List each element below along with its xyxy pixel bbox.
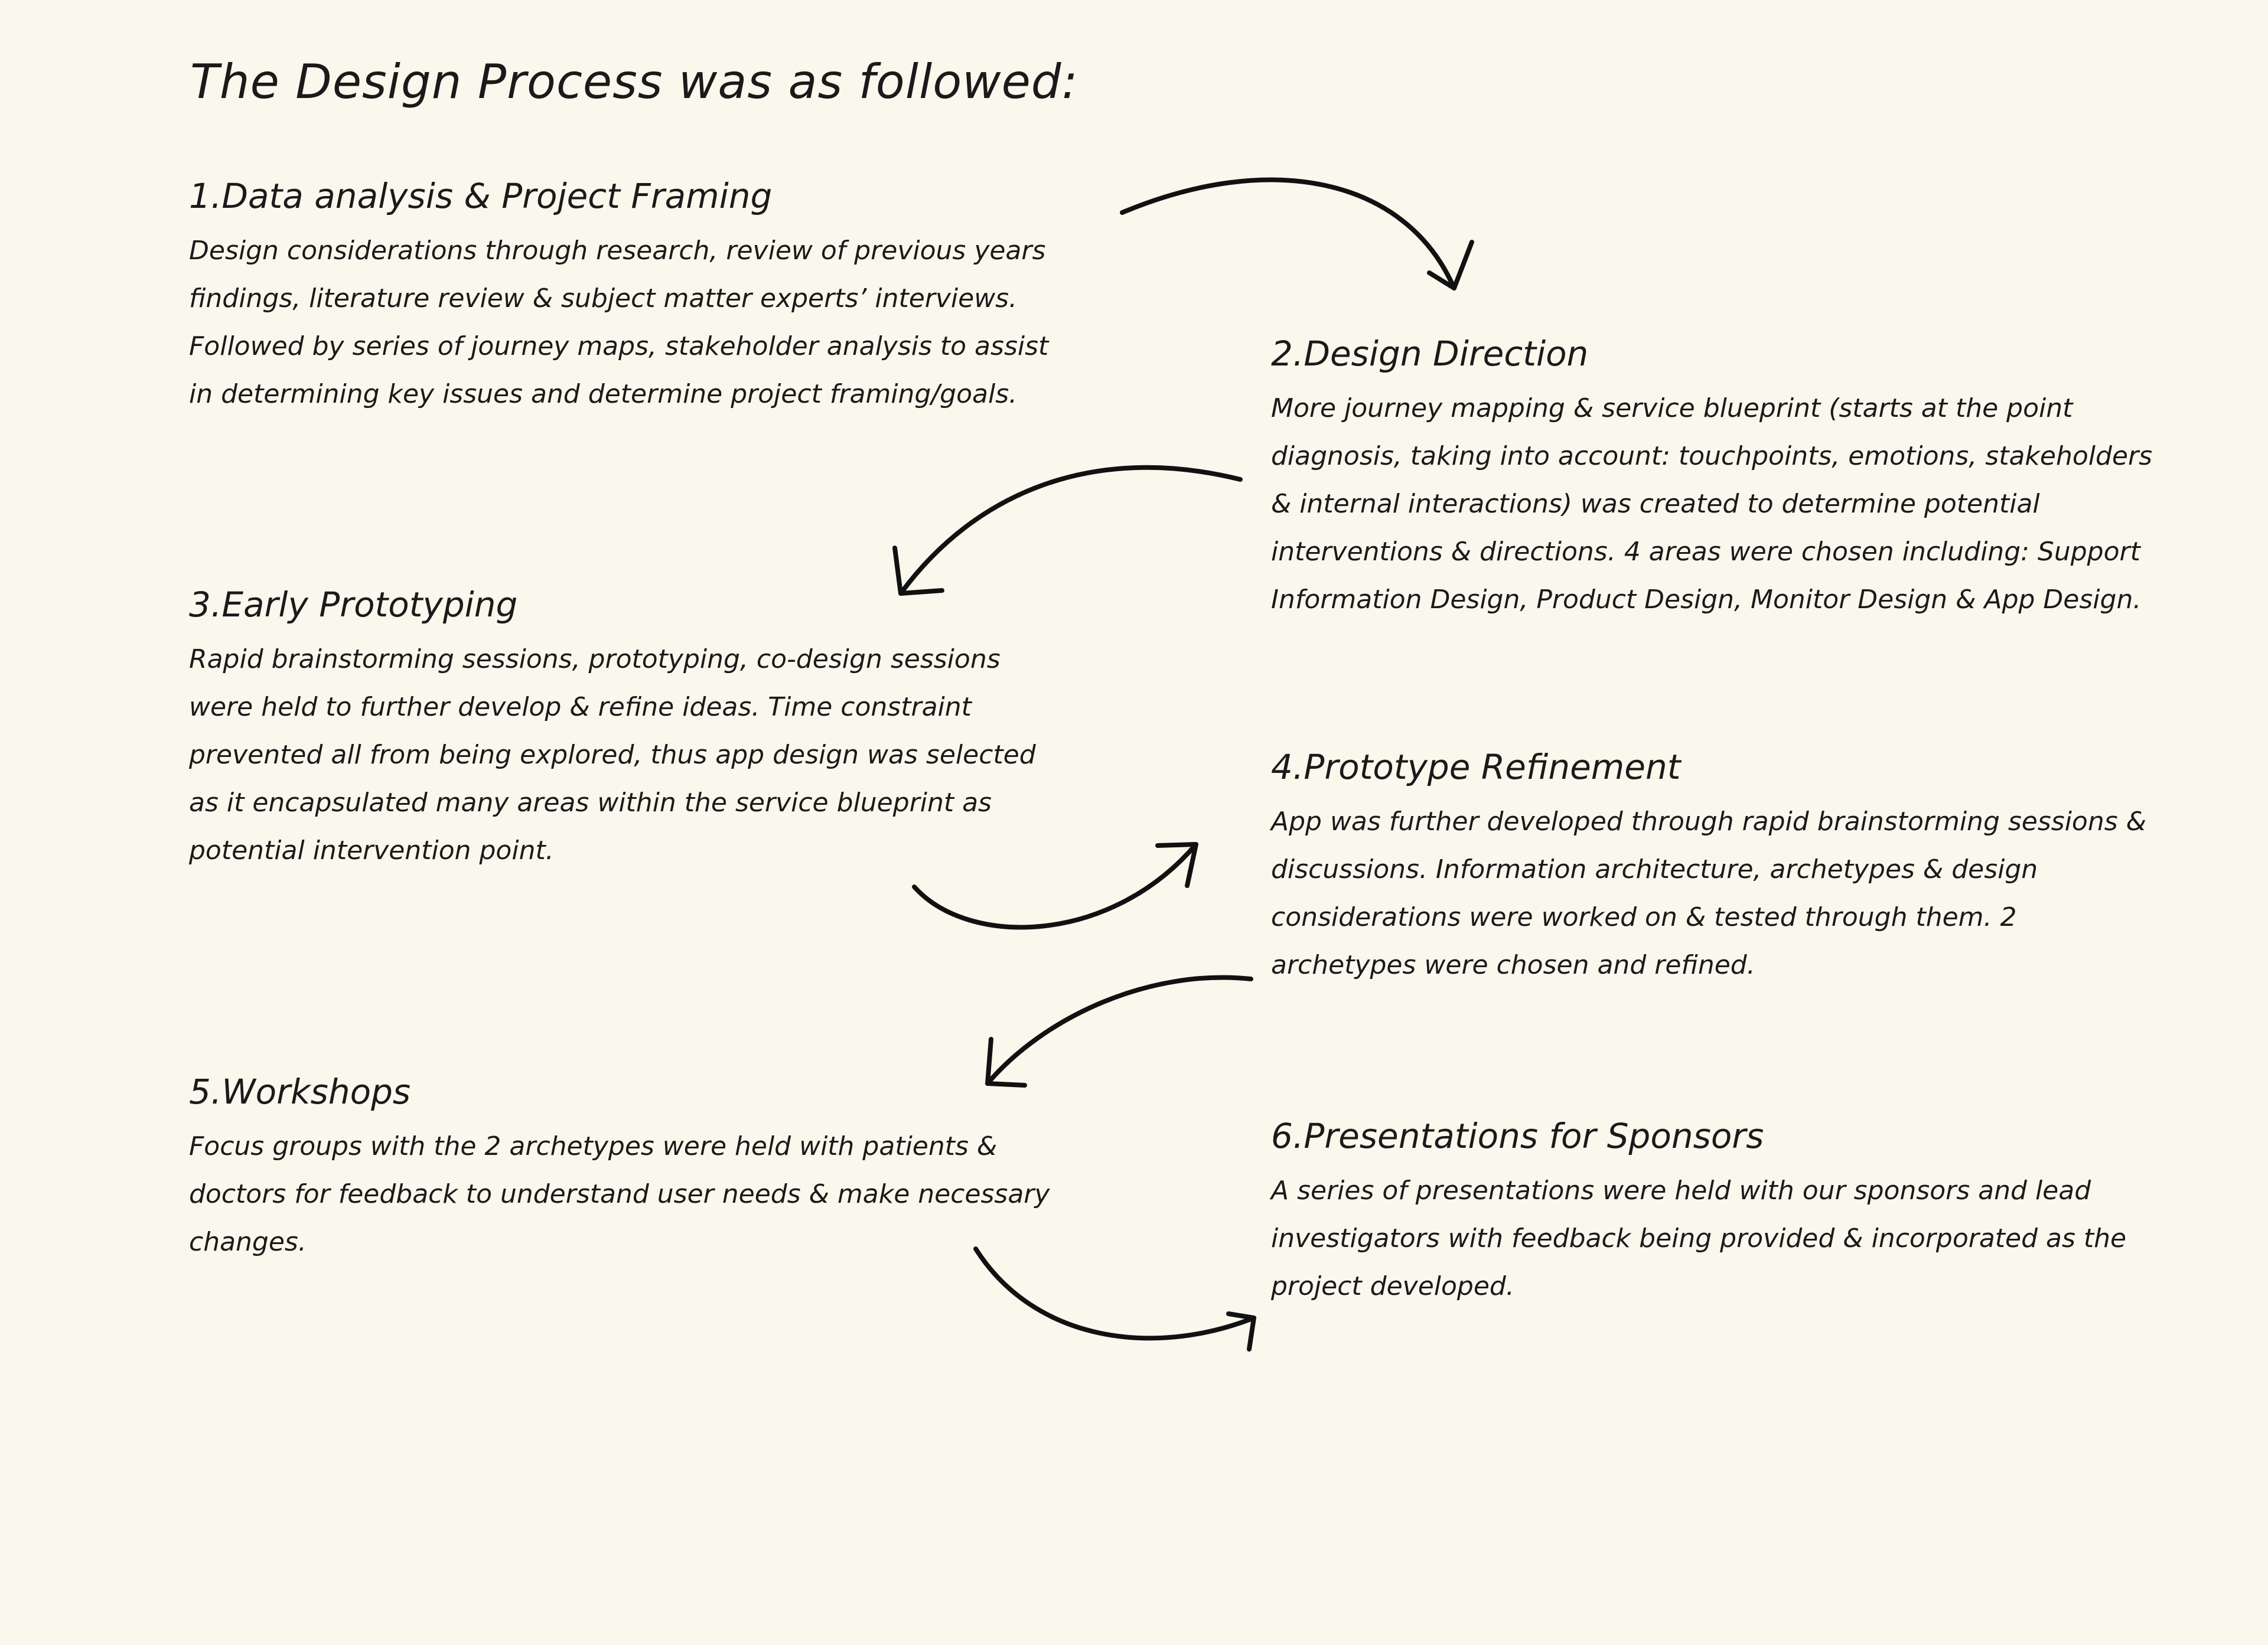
- step-2-heading: 2.Design Direction: [1271, 334, 1589, 374]
- step-3-body: Rapid brainstorming sessions, prototyping, co-design sessions were held to further develop & refine ideas. Time constraint prevented all from being explored, thus app design was selected as it encapsulated many areas within the service blueprint as potential intervention point.: [189, 644, 1036, 866]
- step-6-body: A series of presentations were held with our sponsors and lead investigators with feedback being provided & incorporated as the project developed.: [1271, 1176, 2127, 1301]
- arrow-1-to-2-icon: [1122, 180, 1472, 288]
- step-4-heading: 4.Prototype Refinement: [1271, 747, 1681, 787]
- page-title: The Design Process was as followed:: [190, 54, 1078, 109]
- arrow-5-to-6-icon: [976, 1249, 1254, 1349]
- step-1-heading: 1.Data analysis & Project Framing: [189, 176, 773, 216]
- step-3-heading: 3.Early Prototyping: [189, 585, 518, 625]
- arrow-3-to-4-icon: [914, 844, 1196, 927]
- step-1-body: Design considerations through research, review of previous years findings, literature review & subject matter experts’ interviews. Followed by series of journey maps, stakeholder analysis to assist in determining key issues and determine project framing/goals.: [189, 236, 1049, 409]
- step-6-heading: 6.Presentations for Sponsors: [1271, 1116, 1764, 1156]
- step-2-body: More journey mapping & service blueprint (starts at the point diagnosis, taking into account: touchpoints, emotions, stakeholders & internal interactions) was created to determine potential interventions & directions. 4 areas were chosen including: Support Information Design, Product Design, Monitor Design & App Design.: [1271, 393, 2153, 615]
- arrow-2-to-3-icon: [895, 468, 1240, 593]
- arrow-4-to-5-icon: [988, 977, 1251, 1085]
- step-4-body: App was further developed through rapid brainstorming sessions & discussions. Information architecture, archetypes & design considerations were worked on & tested through them. 2 archetypes were chosen and refined.: [1271, 807, 2146, 980]
- step-5-body: Focus groups with the 2 archetypes were held with patients & doctors for feedback to understand user needs & make necessary changes.: [189, 1131, 1050, 1257]
- step-5-heading: 5.Workshops: [189, 1072, 411, 1112]
